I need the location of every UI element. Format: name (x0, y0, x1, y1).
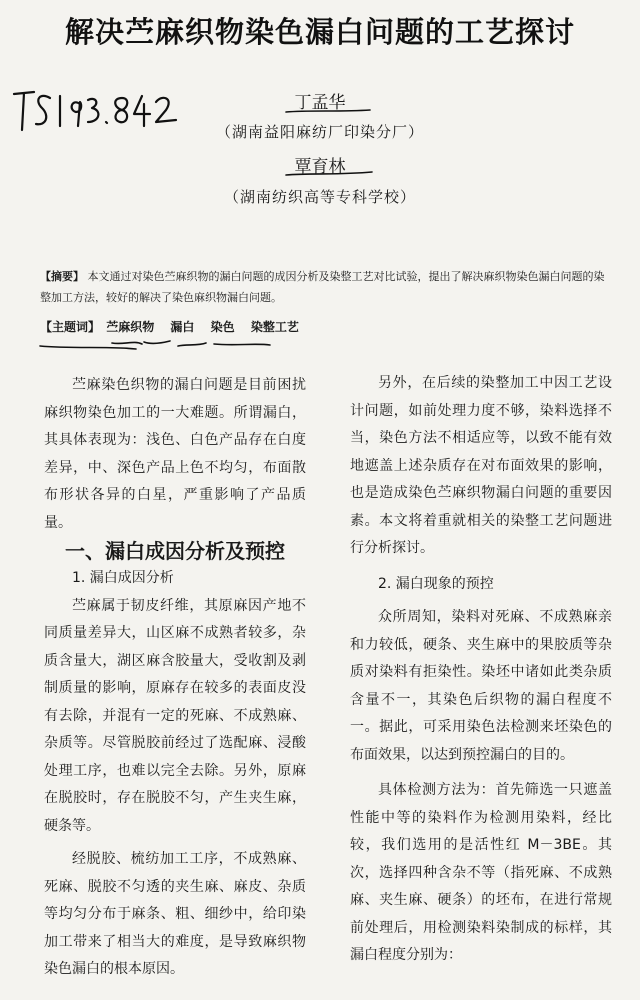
paragraph: 经脱胶、梳纺加工工序，不成熟麻、死麻、脱胶不匀透的夹生麻、麻皮、杂质等均匀分布于麻条、粗、细纱中，给印染加工带来了相当大的难度，是导致麻织物染色漏白的根本原因。 (44, 851, 306, 977)
abstract (40, 266, 610, 308)
paragraph: 具体检测方法为：首先筛选一只遮盖性能中等的染料作为检测用染料，经比较，我们选用的是活性红 M－3BE。其次，选择四种含杂不等（指死麻、不成熟麻、夹生麻、硬条）的坯布，在进行常规前处理后，用检测染料染制成的标样，其漏白程度分别为： (350, 782, 612, 963)
section-heading: 一、漏白成因分析及预控 (65, 539, 285, 563)
sub-heading-1: 1. 漏白成因分析 (72, 570, 174, 586)
sub-heading-2: 2. 漏白现象的预控 (378, 575, 494, 592)
keyword-item: 染整工艺 (250, 320, 299, 334)
keyword-item: 漏白 (170, 320, 195, 334)
keywords-label: 【主题词】 (40, 320, 101, 334)
right-column (350, 370, 612, 970)
paragraph: 另外，在后续的染整加工中因工艺设计问题，如前处理力度不够，染料选择不当，染色方法不相适应等，以致不能有效地遮盖上述杂质存在对布面效果的影响，也是造成染色苎麻织物漏白问题的重要因素。本文将着重就相关的染整工艺问题进行分析探讨。 (350, 375, 612, 556)
paragraph: 众所周知，染料对死麻、不成熟麻亲和力较低，硬条、夹生麻中的果胶质等杂质对染料有拒染性。染坯中诸如此类杂质含量不一，其染色后织物的漏白程度不一。据此，可采用染色法检测来坯染色的布面效果，以达到预控漏白的目的。 (350, 609, 612, 763)
paper-title: 解决苎麻织物染色漏白问题的工艺探讨 (64, 15, 575, 49)
author-affiliation-1: （湖南益阳麻纺厂印染分厂） (215, 123, 424, 141)
author-name-2: 覃育林 (294, 157, 346, 177)
left-column (44, 372, 306, 984)
paragraph: 苎麻属于韧皮纤维，其原麻因产地不同质量差异大，山区麻不成熟者较多，杂质含量大，湖区麻含胶量大，受收割及剥制质量的影响，原麻存在较多的表面皮没有去除，并混有一定的死麻、不成熟麻、杂质等。尽管脱胶前经过了选配麻、浸酸处理工序，也难以完全去除。另外，原麻在脱胶时，存在脱胶不匀，产生夹生麻，硬条等。 (44, 597, 306, 834)
abstract-label: 【摘要】 (40, 270, 84, 283)
author-affiliation-2: （湖南纺织高等专科学校） (223, 188, 416, 206)
keyword-item: 染色 (210, 320, 235, 334)
keywords (40, 318, 610, 335)
keyword-item: 苎麻织物 (106, 320, 155, 334)
author-name-1: 丁孟华 (294, 93, 346, 113)
intro-paragraph: 苎麻染色织物的漏白问题是目前困扰麻织物染色加工的一大难题。所谓漏白，其具体表现为：浅色、白色产品存在白度差异，中、深色产品上色不均匀，布面散布形状各异的白星，严重影响了产品质量。 (44, 377, 306, 531)
abstract-text: 本文通过对染色苎麻织物的漏白问题的成因分析及染整工艺对比试验，提出了解决麻织物染色漏白问题的染整加工方法，较好的解决了染色麻织物漏白问题。 (40, 270, 605, 304)
